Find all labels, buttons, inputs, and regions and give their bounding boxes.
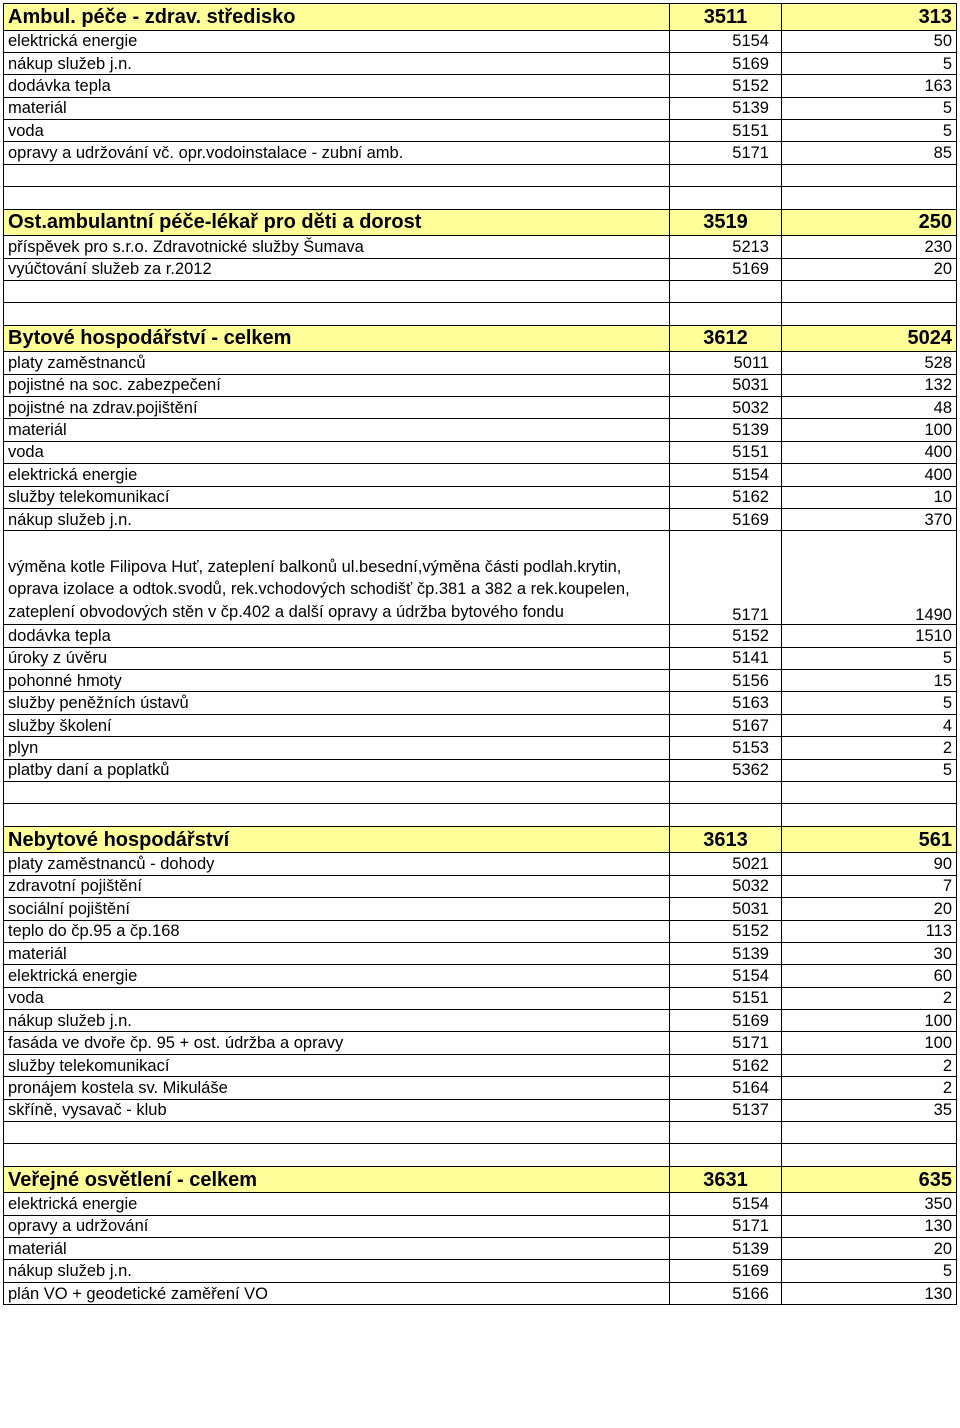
item-label: výměna kotle Filipova Huť, zateplení balkonů ul.besední,výměna části podlah.krytin, oprava izolace a odtok.svodů, rek.vchodových schodišť čp.381 a 382 a rek.koupelen, zateplení obvodových stěn v čp.402 a další opravy a údržba bytového fondu	[4, 531, 670, 625]
item-label: teplo do čp.95 a čp.168	[4, 920, 670, 942]
section-code: 3613	[670, 826, 782, 853]
table-row	[4, 692, 957, 714]
item-code: 5031	[670, 374, 782, 396]
empty-cell	[782, 804, 957, 826]
item-value: 50	[782, 30, 957, 52]
item-code: 5154	[670, 30, 782, 52]
table-row	[4, 52, 957, 74]
item-label: voda	[4, 441, 670, 463]
item-code: 5169	[670, 258, 782, 280]
budget-sheet	[3, 3, 956, 1305]
item-code: 5153	[670, 737, 782, 759]
item-value: 130	[782, 1215, 957, 1237]
item-code: 5162	[670, 1054, 782, 1076]
item-code: 5162	[670, 486, 782, 508]
item-label: nákup služeb j.n.	[4, 1010, 670, 1032]
section-total: 313	[782, 4, 957, 31]
empty-cell	[4, 303, 670, 325]
item-code: 5167	[670, 714, 782, 736]
item-value: 5	[782, 97, 957, 119]
item-code: 5171	[670, 142, 782, 164]
item-label: opravy a udržování	[4, 1215, 670, 1237]
table-row	[4, 647, 957, 669]
item-value: 20	[782, 258, 957, 280]
table-row	[4, 987, 957, 1009]
item-label: pronájem kostela sv. Mikuláše	[4, 1077, 670, 1099]
item-value: 528	[782, 352, 957, 374]
table-row	[4, 396, 957, 418]
item-value: 2	[782, 1054, 957, 1076]
item-value: 10	[782, 486, 957, 508]
empty-cell	[670, 1122, 782, 1144]
item-code: 5139	[670, 97, 782, 119]
section-code: 3511	[670, 4, 782, 31]
item-code: 5011	[670, 352, 782, 374]
empty-cell	[670, 187, 782, 209]
item-label: služby telekomunikací	[4, 1054, 670, 1076]
empty-cell	[782, 782, 957, 804]
table-row	[4, 1193, 957, 1215]
spacer-row	[4, 280, 957, 302]
item-label: dodávka tepla	[4, 625, 670, 647]
section-code: 3519	[670, 209, 782, 236]
item-label: plán VO + geodetické zaměření VO	[4, 1282, 670, 1304]
table-row	[4, 714, 957, 736]
item-value: 132	[782, 374, 957, 396]
item-code: 5152	[670, 75, 782, 97]
item-label: opravy a udržování vč. opr.vodoinstalace - zubní amb.	[4, 142, 670, 164]
table-row	[4, 464, 957, 486]
table-row	[4, 942, 957, 964]
item-label: elektrická energie	[4, 965, 670, 987]
item-code: 5139	[670, 942, 782, 964]
spacer-row	[4, 1122, 957, 1144]
item-value: 4	[782, 714, 957, 736]
item-value: 15	[782, 670, 957, 692]
item-value: 5	[782, 692, 957, 714]
spacer-row	[4, 303, 957, 325]
table-row	[4, 531, 957, 625]
table-row	[4, 1032, 957, 1054]
item-label: vyúčtování služeb za r.2012	[4, 258, 670, 280]
item-label: služby školení	[4, 714, 670, 736]
item-value: 370	[782, 508, 957, 530]
item-code: 5032	[670, 875, 782, 897]
item-label: sociální pojištění	[4, 898, 670, 920]
item-code: 5151	[670, 120, 782, 142]
table-row	[4, 120, 957, 142]
empty-cell	[670, 1144, 782, 1166]
item-value: 5	[782, 759, 957, 781]
item-label: služby peněžních ústavů	[4, 692, 670, 714]
item-label: úroky z úvěru	[4, 647, 670, 669]
item-label: platby daní a poplatků	[4, 759, 670, 781]
item-label: nákup služeb j.n.	[4, 1260, 670, 1282]
empty-cell	[4, 1122, 670, 1144]
item-code: 5152	[670, 920, 782, 942]
empty-cell	[782, 187, 957, 209]
table-row	[4, 486, 957, 508]
table-row	[4, 1010, 957, 1032]
item-code: 5169	[670, 1260, 782, 1282]
item-code: 5169	[670, 52, 782, 74]
item-code: 5171	[670, 1032, 782, 1054]
empty-cell	[782, 1144, 957, 1166]
item-code: 5137	[670, 1099, 782, 1121]
table-row	[4, 1260, 957, 1282]
item-value: 100	[782, 419, 957, 441]
item-value: 48	[782, 396, 957, 418]
table-row	[4, 625, 957, 647]
section-code: 3631	[670, 1166, 782, 1193]
table-row	[4, 898, 957, 920]
table-row	[4, 30, 957, 52]
item-label: elektrická energie	[4, 1193, 670, 1215]
table-row	[4, 236, 957, 258]
item-value: 2	[782, 737, 957, 759]
item-code: 5151	[670, 987, 782, 1009]
item-label: voda	[4, 120, 670, 142]
item-code: 5164	[670, 1077, 782, 1099]
spacer-row	[4, 187, 957, 209]
item-value: 60	[782, 965, 957, 987]
table-row	[4, 670, 957, 692]
empty-cell	[670, 303, 782, 325]
item-label: materiál	[4, 97, 670, 119]
section-title: Ost.ambulantní péče-lékař pro děti a dorost	[4, 209, 670, 236]
table-row	[4, 853, 957, 875]
item-code: 5156	[670, 670, 782, 692]
item-label: platy zaměstnanců	[4, 352, 670, 374]
item-code: 5213	[670, 236, 782, 258]
item-label: materiál	[4, 942, 670, 964]
item-value: 1490	[782, 531, 957, 625]
table-row	[4, 97, 957, 119]
item-code: 5169	[670, 1010, 782, 1032]
item-value: 1510	[782, 625, 957, 647]
table-row	[4, 441, 957, 463]
item-label: voda	[4, 987, 670, 1009]
table-row	[4, 1077, 957, 1099]
empty-cell	[670, 164, 782, 186]
item-label: elektrická energie	[4, 30, 670, 52]
item-value: 35	[782, 1099, 957, 1121]
empty-cell	[4, 187, 670, 209]
section-title: Bytové hospodářství - celkem	[4, 325, 670, 352]
item-code: 5154	[670, 965, 782, 987]
table-row	[4, 875, 957, 897]
empty-cell	[782, 1122, 957, 1144]
table-row	[4, 1215, 957, 1237]
table-row	[4, 737, 957, 759]
item-code: 5171	[670, 531, 782, 625]
spacer-row	[4, 1144, 957, 1166]
item-value: 100	[782, 1032, 957, 1054]
item-value: 20	[782, 898, 957, 920]
empty-cell	[782, 280, 957, 302]
section-code: 3612	[670, 325, 782, 352]
item-label: elektrická energie	[4, 464, 670, 486]
section-header	[4, 325, 957, 352]
item-code: 5163	[670, 692, 782, 714]
section-total: 561	[782, 826, 957, 853]
table-row	[4, 1054, 957, 1076]
section-header	[4, 4, 957, 31]
table-row	[4, 920, 957, 942]
empty-cell	[670, 804, 782, 826]
item-code: 5031	[670, 898, 782, 920]
item-code: 5151	[670, 441, 782, 463]
empty-cell	[4, 164, 670, 186]
item-code: 5166	[670, 1282, 782, 1304]
item-value: 400	[782, 441, 957, 463]
item-code: 5362	[670, 759, 782, 781]
item-code: 5141	[670, 647, 782, 669]
empty-cell	[670, 782, 782, 804]
item-value: 5	[782, 120, 957, 142]
section-total: 5024	[782, 325, 957, 352]
item-code: 5139	[670, 1238, 782, 1260]
table-row	[4, 258, 957, 280]
section-header	[4, 826, 957, 853]
empty-cell	[4, 782, 670, 804]
section-title: Nebytové hospodářství	[4, 826, 670, 853]
item-label: pojistné na zdrav.pojištění	[4, 396, 670, 418]
item-value: 5	[782, 647, 957, 669]
empty-cell	[4, 280, 670, 302]
empty-cell	[782, 164, 957, 186]
empty-cell	[670, 280, 782, 302]
item-value: 20	[782, 1238, 957, 1260]
table-row	[4, 75, 957, 97]
table-row	[4, 965, 957, 987]
table-row	[4, 1099, 957, 1121]
item-label: příspěvek pro s.r.o. Zdravotnické služby Šumava	[4, 236, 670, 258]
section-total: 635	[782, 1166, 957, 1193]
empty-cell	[782, 303, 957, 325]
item-label: dodávka tepla	[4, 75, 670, 97]
item-label: pohonné hmoty	[4, 670, 670, 692]
item-label: nákup služeb j.n.	[4, 52, 670, 74]
table-row	[4, 374, 957, 396]
item-value: 90	[782, 853, 957, 875]
section-title: Ambul. péče - zdrav. středisko	[4, 4, 670, 31]
item-value: 5	[782, 52, 957, 74]
item-value: 400	[782, 464, 957, 486]
table-row	[4, 419, 957, 441]
item-value: 163	[782, 75, 957, 97]
item-label: materiál	[4, 1238, 670, 1260]
item-label: plyn	[4, 737, 670, 759]
empty-cell	[4, 804, 670, 826]
section-header	[4, 209, 957, 236]
budget-table	[3, 3, 957, 1305]
item-value: 5	[782, 1260, 957, 1282]
item-value: 230	[782, 236, 957, 258]
spacer-row	[4, 164, 957, 186]
table-row	[4, 508, 957, 530]
spacer-row	[4, 804, 957, 826]
item-label: platy zaměstnanců - dohody	[4, 853, 670, 875]
item-code: 5032	[670, 396, 782, 418]
item-value: 85	[782, 142, 957, 164]
item-value: 350	[782, 1193, 957, 1215]
item-label: fasáda ve dvoře čp. 95 + ost. údržba a opravy	[4, 1032, 670, 1054]
item-label: pojistné na soc. zabezpečení	[4, 374, 670, 396]
section-title: Veřejné osvětlení - celkem	[4, 1166, 670, 1193]
table-row	[4, 759, 957, 781]
spacer-row	[4, 782, 957, 804]
item-code: 5021	[670, 853, 782, 875]
item-value: 100	[782, 1010, 957, 1032]
item-label: nákup služeb j.n.	[4, 508, 670, 530]
empty-cell	[4, 1144, 670, 1166]
item-value: 130	[782, 1282, 957, 1304]
budget-table-body	[4, 4, 957, 1305]
table-row	[4, 142, 957, 164]
item-value: 113	[782, 920, 957, 942]
item-code: 5154	[670, 1193, 782, 1215]
item-label: zdravotní pojištění	[4, 875, 670, 897]
item-value: 2	[782, 1077, 957, 1099]
item-code: 5139	[670, 419, 782, 441]
item-code: 5169	[670, 508, 782, 530]
table-row	[4, 1282, 957, 1304]
item-label: skříně, vysavač - klub	[4, 1099, 670, 1121]
item-code: 5154	[670, 464, 782, 486]
item-value: 7	[782, 875, 957, 897]
item-code: 5171	[670, 1215, 782, 1237]
item-code: 5152	[670, 625, 782, 647]
item-value: 30	[782, 942, 957, 964]
item-value: 2	[782, 987, 957, 1009]
table-row	[4, 352, 957, 374]
item-label: služby telekomunikací	[4, 486, 670, 508]
section-total: 250	[782, 209, 957, 236]
table-row	[4, 1238, 957, 1260]
section-header	[4, 1166, 957, 1193]
item-label: materiál	[4, 419, 670, 441]
